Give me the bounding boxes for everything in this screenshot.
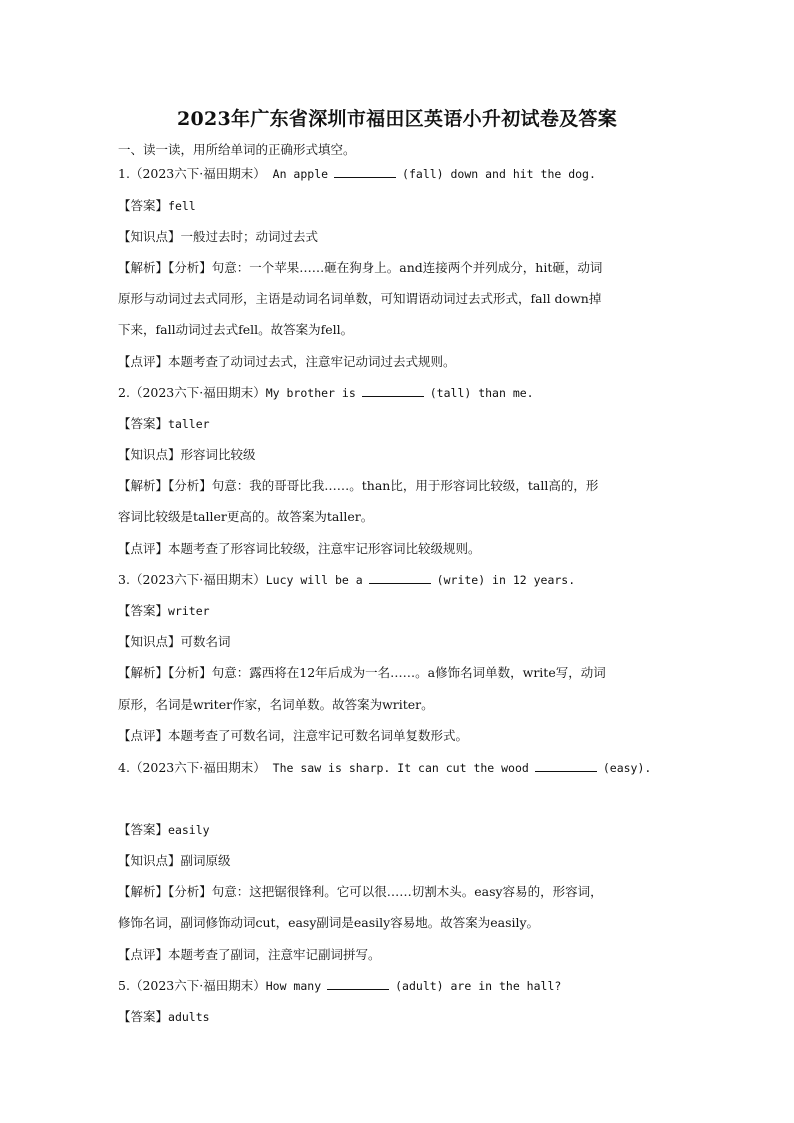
- analysis-text: 下来，fall动词过去式fell。故答案为fell。: [118, 322, 354, 337]
- question-text: How many: [265, 979, 322, 993]
- answer-label: 【答案】: [118, 603, 169, 618]
- answer-blank: [369, 571, 431, 584]
- answer-line: [118, 1008, 210, 1026]
- question-text: An apple: [265, 167, 329, 181]
- question-source: （2023六下·福田期末）: [129, 978, 266, 993]
- answer-label: 【答案】: [118, 822, 169, 837]
- comment-label: 【点评】: [118, 354, 169, 369]
- knowledge-line: [118, 446, 256, 464]
- question-number: 2.: [118, 385, 130, 400]
- analysis-line: [118, 290, 601, 308]
- comment-line: [118, 946, 381, 964]
- analysis-text: 句意：一个苹果……砸在狗身上。and连接两个并列成分，hit砸，动词: [211, 260, 603, 275]
- question-source: （2023六下·福田期末）: [129, 166, 266, 181]
- question-number: 3.: [118, 572, 130, 587]
- analysis-text: 修饰名词，副词修饰动词cut，easy副词是easily容易地。故答案为easily。: [118, 915, 540, 930]
- analysis-text: 容词比较级是taller更高的。故答案为taller。: [118, 509, 374, 524]
- answer-line: [118, 821, 210, 839]
- answer-line: [118, 197, 196, 215]
- comment-label: 【点评】: [118, 541, 169, 556]
- knowledge-value: 形容词比较级: [180, 447, 256, 462]
- question-line: [118, 571, 575, 589]
- answer-value: writer: [168, 604, 210, 618]
- comment-text: 本题考查了形容词比较级，注意牢记形容词比较级规则。: [168, 541, 481, 556]
- question-line: [118, 384, 534, 402]
- knowledge-value: 副词原级: [180, 853, 231, 868]
- question-text: (fall) down and hit the dog.: [402, 167, 596, 181]
- analysis-line: [118, 696, 434, 714]
- knowledge-label: 【知识点】: [118, 229, 181, 244]
- question-line: [118, 759, 651, 777]
- question-line: [118, 977, 561, 995]
- knowledge-line: [118, 228, 318, 246]
- analysis-line: [118, 508, 373, 526]
- analysis-line: [118, 477, 598, 495]
- answer-line: [118, 415, 210, 433]
- question-text: (write) in 12 years.: [436, 573, 576, 587]
- answer-label: 【答案】: [118, 1009, 169, 1024]
- analysis-line: [118, 883, 603, 901]
- answer-blank: [327, 977, 389, 990]
- comment-label: 【点评】: [118, 947, 169, 962]
- knowledge-line: [118, 633, 231, 651]
- question-source: （2023六下·福田期末）: [129, 385, 266, 400]
- analysis-label: 【解析】【分析】: [118, 478, 212, 493]
- answer-label: 【答案】: [118, 416, 169, 431]
- answer-label: 【答案】: [118, 198, 169, 213]
- question-text: (adult) are in the hall?: [395, 979, 562, 993]
- question-text: My brother is: [265, 386, 356, 400]
- answer-value: taller: [168, 417, 210, 431]
- question-text: Lucy will be a: [265, 573, 363, 587]
- analysis-label: 【解析】【分析】: [118, 665, 212, 680]
- comment-line: [118, 353, 456, 371]
- analysis-text: 句意：这把锯很锋利。它可以很……切割木头。easy容易的，形容词，: [211, 884, 603, 899]
- comment-label: 【点评】: [118, 728, 169, 743]
- question-number: 4.: [118, 760, 130, 775]
- question-line: [118, 165, 596, 183]
- knowledge-line: [118, 852, 231, 870]
- analysis-line: [118, 321, 353, 339]
- analysis-line: [118, 664, 606, 682]
- question-text: (tall) than me.: [429, 386, 534, 400]
- analysis-text: 句意：我的哥哥比我……。than比，用于形容词比较级，tall高的，形: [211, 478, 599, 493]
- analysis-text: 句意：露西将在12年后成为一名……。a修饰名词单数，write写，动词: [211, 665, 606, 680]
- analysis-line: [118, 259, 602, 277]
- knowledge-value: 一般过去时；动词过去式: [180, 229, 319, 244]
- answer-blank: [362, 384, 424, 397]
- answer-blank: [535, 759, 597, 772]
- knowledge-label: 【知识点】: [118, 853, 181, 868]
- answer-blank: [334, 165, 396, 178]
- analysis-label: 【解析】【分析】: [118, 884, 212, 899]
- question-number: 5.: [118, 978, 130, 993]
- section-heading: 一、读一读，用所给单词的正确形式填空。: [118, 142, 356, 157]
- analysis-label: 【解析】【分析】: [118, 260, 212, 275]
- answer-value: easily: [168, 823, 210, 837]
- knowledge-label: 【知识点】: [118, 634, 181, 649]
- page-title: 2023年广东省深圳市福田区英语小升初试卷及答案: [176, 108, 618, 130]
- analysis-line: [118, 914, 539, 932]
- answer-value: fell: [168, 199, 196, 213]
- comment-line: [118, 727, 468, 745]
- comment-text: 本题考查了动词过去式，注意牢记动词过去式规则。: [168, 354, 456, 369]
- analysis-text: 原形与动词过去式同形，主语是动词名词单数，可知谓语动词过去式形式，fall down掉: [118, 291, 602, 306]
- comment-text: 本题考查了副词，注意牢记副词拼写。: [168, 947, 381, 962]
- question-text: The saw is sharp. It can cut the wood: [265, 761, 529, 775]
- answer-value: adults: [168, 1010, 210, 1024]
- question-source: （2023六下·福田期末）: [129, 760, 266, 775]
- answer-line: [118, 602, 210, 620]
- analysis-text: 原形，名词是writer作家，名词单数。故答案为writer。: [118, 697, 434, 712]
- question-text: (easy).: [602, 761, 652, 775]
- question-source: （2023六下·福田期末）: [129, 572, 266, 587]
- knowledge-label: 【知识点】: [118, 447, 181, 462]
- comment-text: 本题考查了可数名词，注意牢记可数名词单复数形式。: [168, 728, 469, 743]
- comment-line: [118, 540, 481, 558]
- question-number: 1.: [118, 166, 130, 181]
- knowledge-value: 可数名词: [180, 634, 231, 649]
